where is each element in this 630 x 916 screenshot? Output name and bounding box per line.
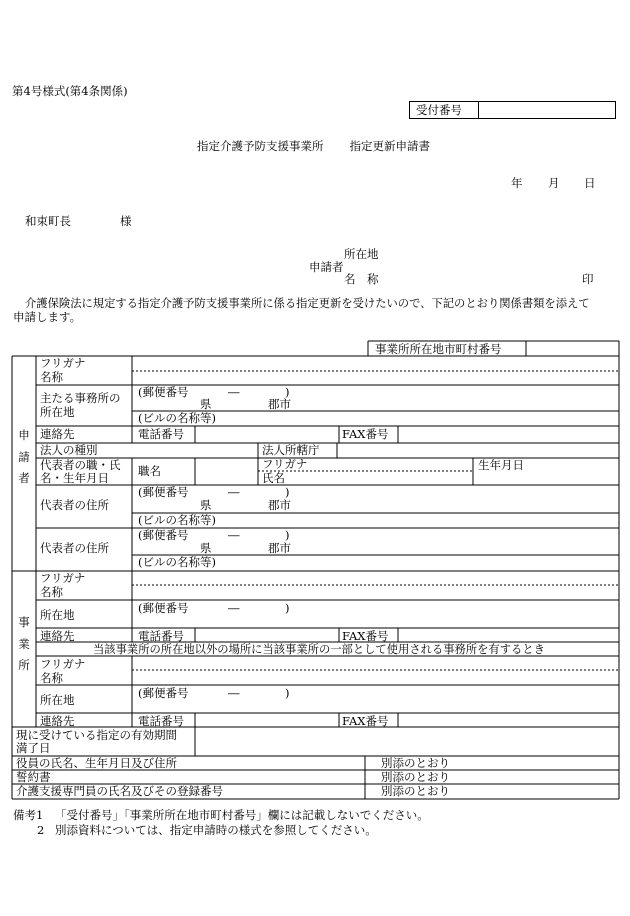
rep-furigana-label: フリガナ bbox=[262, 457, 308, 471]
care-specialist-attached: 別添のとおり bbox=[381, 784, 450, 798]
main-office-label-1: 主たる事務所の bbox=[40, 391, 121, 405]
validity-label-2: 満了日 bbox=[16, 741, 51, 755]
rep-address-2-postal: (郵便番号 bbox=[138, 528, 189, 542]
rep-address-label-2: 代表者の住所 bbox=[40, 541, 109, 555]
corp-authority-field[interactable] bbox=[338, 444, 618, 457]
sub-office-furigana-label: フリガナ bbox=[40, 657, 86, 671]
office-fax-field[interactable] bbox=[399, 629, 618, 641]
applicant-char-2: 請 bbox=[18, 449, 30, 464]
main-office-prefecture: 県 bbox=[200, 397, 212, 411]
sub-office-phone-field[interactable] bbox=[196, 714, 338, 726]
rep-name-label: 氏名 bbox=[262, 471, 285, 485]
rep-address-1-postal-dash: ― bbox=[228, 485, 240, 499]
rep-address-2-postal-dash: ― bbox=[228, 528, 240, 542]
sub-office-contact-label: 連絡先 bbox=[40, 714, 75, 728]
care-specialist-label: 介護支援専門員の氏名及びその登録番号 bbox=[16, 784, 223, 798]
corp-type-field[interactable] bbox=[133, 444, 257, 457]
title-part1: 指定介護予防支援事業所 bbox=[197, 139, 324, 153]
office-char-2: 業 bbox=[18, 636, 30, 651]
office-code-field[interactable] bbox=[527, 342, 618, 355]
sub-office-fax-field[interactable] bbox=[399, 714, 618, 726]
rep-address-1-building: (ビルの名称等) bbox=[138, 513, 216, 527]
validity-label-1: 現に受けている指定の有効期間 bbox=[16, 728, 177, 742]
notes-label: 備考1 bbox=[13, 808, 44, 822]
office-section-label bbox=[16, 617, 32, 672]
date-month: 月 bbox=[548, 176, 560, 190]
corp-type-label: 法人の種別 bbox=[40, 443, 98, 457]
applicant-fax-label: FAX番号 bbox=[342, 427, 389, 441]
office-phone-field[interactable] bbox=[196, 629, 338, 641]
applicant-name-label: 名 称 bbox=[344, 272, 379, 286]
applicant-contact-label: 連絡先 bbox=[40, 427, 75, 441]
birthdate-field[interactable] bbox=[474, 473, 618, 484]
sub-office-postal-close: ) bbox=[285, 686, 290, 700]
office-furigana-label: フリガナ bbox=[40, 571, 86, 585]
position-field[interactable] bbox=[196, 459, 257, 484]
rep-address-2-building: (ビルの名称等) bbox=[138, 555, 216, 569]
rep-label-2: 名・生年月日 bbox=[40, 471, 109, 485]
position-label: 職名 bbox=[138, 464, 161, 478]
applicant-furigana-label: フリガナ bbox=[40, 356, 86, 370]
officers-attached: 別添のとおり bbox=[381, 756, 450, 770]
sub-office-phone-label: 電話番号 bbox=[138, 714, 184, 728]
office-phone-label: 電話番号 bbox=[138, 629, 184, 643]
rep-label-1: 代表者の職・氏 bbox=[40, 458, 121, 472]
sub-office-postal-dash: ― bbox=[228, 686, 240, 700]
office-location-label: 所在地 bbox=[40, 608, 75, 622]
note-2: 別添資料については、指定申請時の様式を参照してください。 bbox=[55, 823, 377, 837]
addressee: 和束町長 bbox=[25, 214, 71, 228]
seal-label: 印 bbox=[582, 272, 594, 286]
office-furigana-field[interactable] bbox=[133, 572, 618, 584]
office-name-label: 名称 bbox=[40, 585, 63, 599]
office-fax-label: FAX番号 bbox=[342, 629, 389, 643]
office-code-label: 事業所所在地市町村番号 bbox=[375, 342, 502, 356]
main-office-county-city: 郡市 bbox=[268, 397, 291, 411]
main-office-postal-close: ) bbox=[285, 385, 290, 399]
main-office-building: (ビルの名称等) bbox=[138, 411, 216, 425]
main-office-postal-dash: ― bbox=[228, 385, 240, 399]
rep-address-2-county-city: 郡市 bbox=[268, 541, 291, 555]
applicant-name-label-cell: 名称 bbox=[40, 370, 63, 384]
office-char-1: 事 bbox=[18, 615, 30, 629]
office-postal-dash: ― bbox=[228, 601, 240, 615]
pledge-label: 誓約書 bbox=[16, 770, 51, 784]
sub-office-fax-label: FAX番号 bbox=[342, 714, 389, 728]
applicant-name-field[interactable] bbox=[133, 372, 618, 384]
body-text-line2: 申請します。 bbox=[13, 310, 82, 324]
applicant-label: 申請者 bbox=[309, 260, 344, 274]
date-day: 日 bbox=[584, 176, 596, 190]
receipt-number-label: 受付番号 bbox=[416, 103, 462, 117]
title-part2: 指定更新申請書 bbox=[349, 139, 430, 153]
sub-office-furigana-field[interactable] bbox=[133, 657, 618, 669]
date-year: 年 bbox=[511, 176, 523, 190]
main-office-label-2: 所在地 bbox=[40, 405, 75, 419]
main-office-postal: (郵便番号 bbox=[138, 385, 189, 399]
rep-address-1-postal: (郵便番号 bbox=[138, 485, 189, 499]
sub-office-note: 当該事業所の所在地以外の場所に当該事業所の一部として使用される事務所を有するとき bbox=[93, 643, 545, 656]
applicant-char-1: 申 bbox=[18, 428, 30, 442]
rep-address-label-1: 代表者の住所 bbox=[40, 498, 109, 512]
rep-address-1-postal-close: ) bbox=[285, 485, 290, 499]
office-name-field[interactable] bbox=[133, 586, 618, 599]
validity-field[interactable] bbox=[196, 728, 618, 755]
birthdate-label: 生年月日 bbox=[478, 458, 524, 472]
body-text-line1: 介護保険法に規定する指定介護予防支援事業所に係る指定更新を受けたいので、下記のとおり関係書類を添えて bbox=[25, 297, 590, 310]
rep-address-2-prefecture: 県 bbox=[200, 541, 212, 555]
applicant-char-3: 者 bbox=[18, 471, 30, 485]
rep-address-1-prefecture: 県 bbox=[200, 498, 212, 512]
sub-office-location-label: 所在地 bbox=[40, 693, 75, 707]
corp-authority-label: 法人所轄庁 bbox=[262, 443, 320, 457]
sub-office-name-label: 名称 bbox=[40, 671, 63, 685]
addressee-suffix: 様 bbox=[120, 214, 132, 228]
office-char-3: 所 bbox=[18, 658, 30, 672]
office-postal: (郵便番号 bbox=[138, 601, 189, 615]
note-2-number: 2 bbox=[37, 823, 45, 837]
sub-office-postal: (郵便番号 bbox=[138, 686, 189, 700]
applicant-fax-field[interactable] bbox=[399, 427, 618, 442]
applicant-location-label: 所在地 bbox=[344, 247, 379, 261]
applicant-phone-field[interactable] bbox=[196, 427, 338, 442]
rep-address-2-postal-close: ) bbox=[285, 528, 290, 542]
pledge-attached: 別添のとおり bbox=[381, 770, 450, 784]
rep-address-1-county-city: 郡市 bbox=[268, 498, 291, 512]
applicant-furigana-field[interactable] bbox=[133, 357, 618, 370]
form-number: 第4号様式(第4条関係) bbox=[12, 84, 128, 98]
sub-office-name-field[interactable] bbox=[133, 671, 618, 684]
note-1: 「受付番号」「事業所所在地市町村番号」欄には記載しないでください。 bbox=[55, 808, 429, 822]
applicant-phone-label: 電話番号 bbox=[138, 427, 184, 441]
officers-label: 役員の氏名、生年月日及び住所 bbox=[16, 756, 177, 770]
office-contact-label: 連絡先 bbox=[40, 629, 75, 643]
applicant-section-label bbox=[16, 430, 32, 485]
office-postal-close: ) bbox=[285, 601, 290, 615]
